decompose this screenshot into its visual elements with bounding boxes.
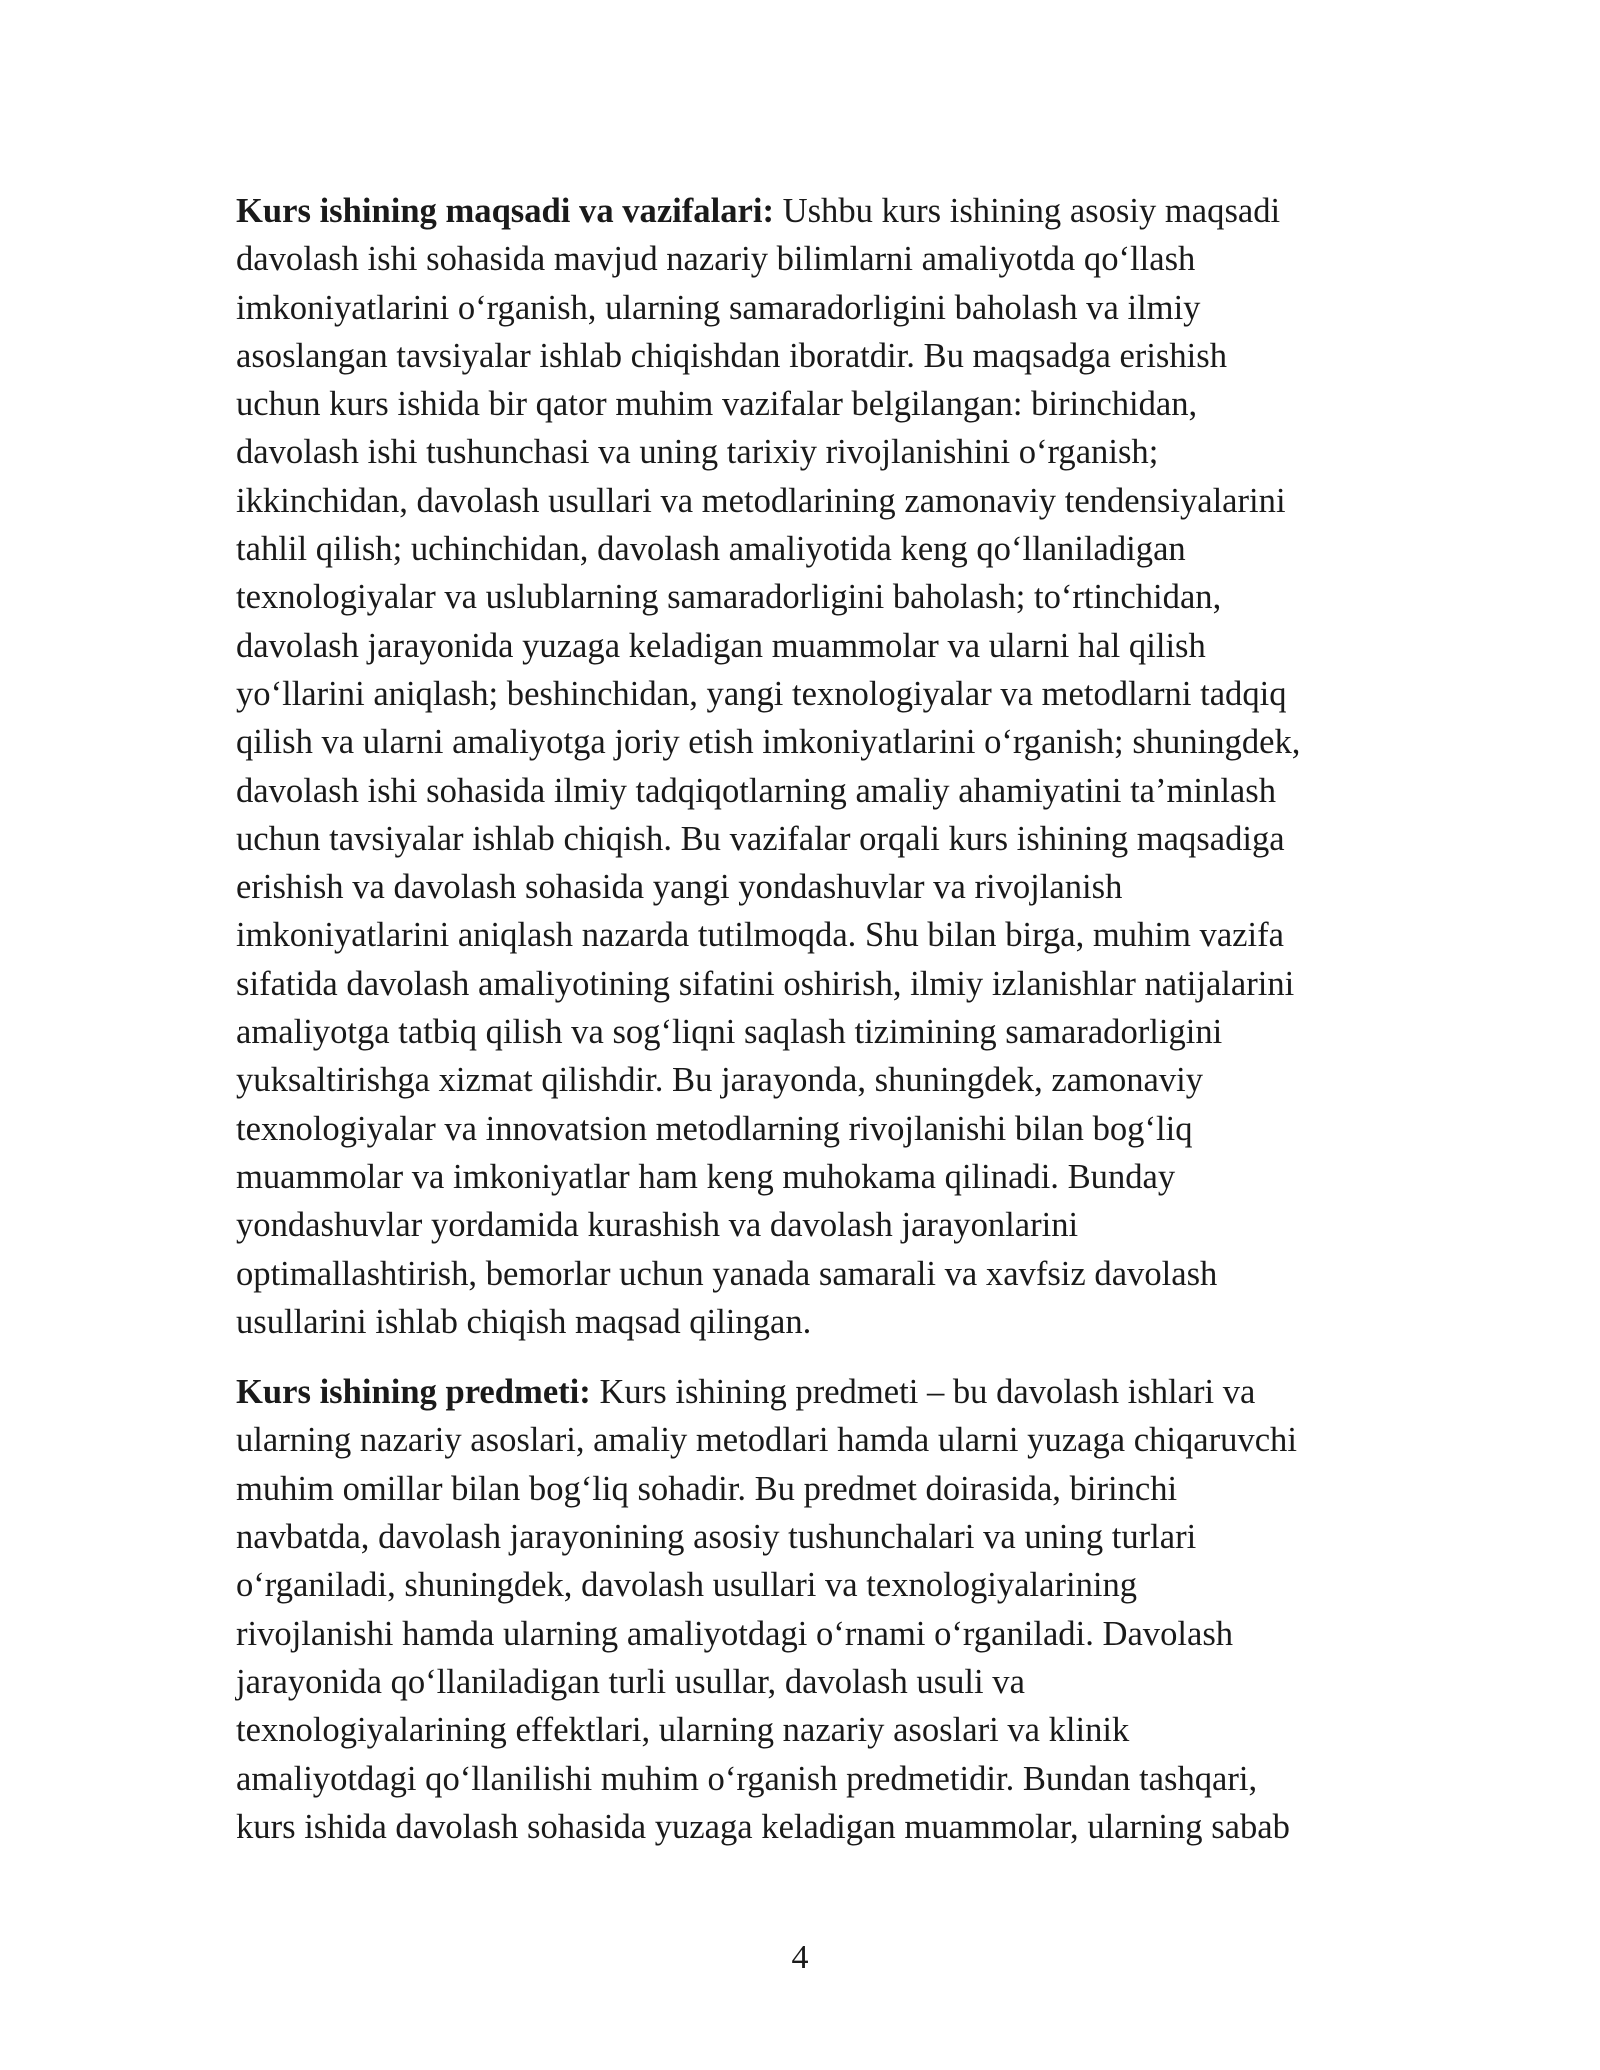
text-line: optimallashtirish, bemorlar uchun yanada samarali va xavfsiz davolash xyxy=(236,1254,1218,1293)
text-line: davolash jarayonida yuzaga keladigan muammolar va ularni hal qilish xyxy=(236,626,1206,665)
text-line: tahlil qilish; uchinchidan, davolash amaliyotida keng qo‘llaniladigan xyxy=(236,530,1186,569)
text-line: ularning nazariy asoslari, amaliy metodlari hamda ularni yuzaga chiqaruvchi xyxy=(236,1421,1297,1460)
section-heading: Kurs ishining maqsadi va vazifalari: xyxy=(236,192,774,230)
text-line: sifatida davolash amaliyotining sifatini oshirish, ilmiy izlanishlar natijalarini xyxy=(236,964,1295,1003)
text-line: imkoniyatlarini o‘rganish, ularning samaradorligini baholash va ilmiy xyxy=(236,288,1201,327)
page-number: 4 xyxy=(791,1939,809,1976)
paragraph-first-line xyxy=(236,1368,1366,1416)
text-line: imkoniyatlarini aniqlash nazarda tutilmoqda. Shu bilan birga, muhim vazifa xyxy=(236,916,1284,955)
page-content xyxy=(236,187,1366,1851)
text-line: davolash ishi sohasida ilmiy tadqiqotlarning amaliy ahamiyatini ta’minlash xyxy=(236,771,1277,810)
text-line: texnologiyalarining effektlari, ularning nazariy asoslari va klinik xyxy=(236,1711,1130,1750)
text-line: kurs ishida davolash sohasida yuzaga keladigan muammolar, ularning sabab xyxy=(236,1807,1290,1846)
paragraph-maqsadi xyxy=(236,187,1366,1346)
text-line: amaliyotdagi qo‘llanilishi muhim o‘rganish predmetidir. Bundan tashqari, xyxy=(236,1759,1258,1798)
text-line: uchun kurs ishida bir qator muhim vazifalar belgilangan: birinchidan, xyxy=(236,385,1198,424)
text-line: yuksaltirishga xizmat qilishdir. Bu jarayonda, shuningdek, zamonaviy xyxy=(236,1061,1204,1100)
text-line: uchun tavsiyalar ishlab chiqish. Bu vazifalar orqali kurs ishining maqsadiga xyxy=(236,819,1285,858)
text-line: qilish va ularni amaliyotga joriy etish imkoniyatlarini o‘rganish; shuningdek, xyxy=(236,723,1301,762)
text-line: texnologiyalar va uslublarning samaradorligini baholash; to‘rtinchidan, xyxy=(236,578,1222,617)
text-line: usullarini ishlab chiqish maqsad qilingan. xyxy=(236,1302,812,1341)
text-line: rivojlanishi hamda ularning amaliyotdagi o‘rnami o‘rganiladi. Davolash xyxy=(236,1614,1234,1653)
text-line: texnologiyalar va innovatsion metodlarning rivojlanishi bilan bog‘liq xyxy=(236,1109,1193,1148)
text-line: muhim omillar bilan bog‘liq sohadir. Bu predmet doirasida, birinchi xyxy=(236,1469,1178,1508)
section-heading: Kurs ishining predmeti: xyxy=(236,1373,591,1412)
paragraph-first-line xyxy=(236,187,1366,235)
text-line: davolash ishi sohasida mavjud nazariy bilimlarni amaliyotda qo‘llash xyxy=(236,240,1196,279)
text-line: yo‘llarini aniqlash; beshinchidan, yangi texnologiyalar va metodlarni tadqiq xyxy=(236,674,1287,713)
paragraph-predmeti xyxy=(236,1368,1366,1851)
text-line: ikkinchidan, davolash usullari va metodlarining zamonaviy tendensiyalarini xyxy=(236,481,1286,520)
text-line: muammolar va imkoniyatlar ham keng muhokama qilinadi. Bunday xyxy=(236,1157,1176,1196)
text-line: davolash ishi tushunchasi va uning tarixiy rivojlanishini o‘rganish; xyxy=(236,433,1159,472)
text-line: Kurs ishining predmeti – bu davolash ishlari va xyxy=(590,1373,1256,1412)
text-line: jarayonida qo‘llaniladigan turli usullar, davolash usuli va xyxy=(236,1662,1025,1701)
text-line: amaliyotga tatbiq qilish va sog‘liqni saqlash tizimining samaradorligini xyxy=(236,1013,1223,1052)
text-line: asoslangan tavsiyalar ishlab chiqishdan iboratdir. Bu maqsadga erishish xyxy=(236,336,1228,375)
text-line: o‘rganiladi, shuningdek, davolash usullari va texnologiyalarining xyxy=(236,1566,1138,1605)
text-line: navbatda, davolash jarayonining asosiy tushunchalari va uning turlari xyxy=(236,1518,1197,1557)
text-line: yondashuvlar yordamida kurashish va davolash jarayonlarini xyxy=(236,1206,1079,1245)
text-line: Ushbu kurs ishining asosiy maqsadi xyxy=(773,192,1281,230)
text-line: erishish va davolash sohasida yangi yondashuvlar va rivojlanish xyxy=(236,868,1123,907)
